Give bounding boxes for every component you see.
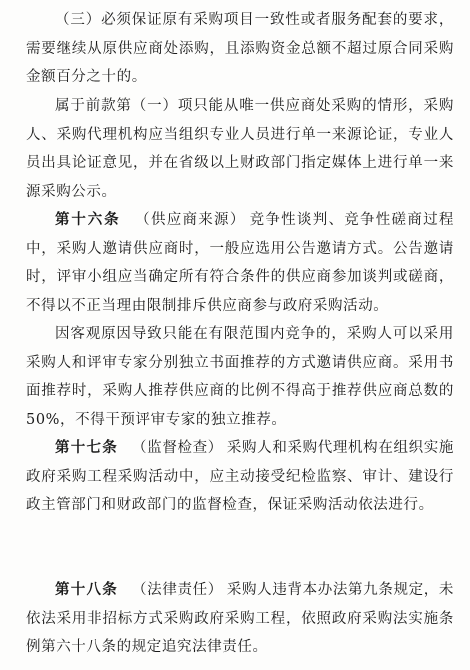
article-tag: （监督检查）	[131, 440, 223, 456]
article-18	[26, 576, 454, 662]
paragraph-text: 采购人和采购代理机构在组织实施政府采购工程采购活动中，应主动接受纪检监察、审计、建设行政主管部门和财政部门的监督检查，保证采购活动依法进行。	[26, 440, 454, 513]
article-tag: （供应商来源）	[134, 212, 246, 228]
paragraph-text: （三）必须保证原有采购项目一致性或者服务配套的要求，需要继续从原供应商处添购，且添购资金总额不超过原合同采购金额百分之十的。	[26, 12, 454, 85]
article-16	[26, 206, 454, 320]
article-17	[26, 434, 454, 520]
article-heading: 第十七条	[55, 440, 118, 456]
article-tag: （法律责任）	[131, 582, 223, 598]
paragraph-text: 属于前款第（一）项只能从唯一供应商处采购的情形，采购人、采购代理机构应当组织专业人员进行单一来源论证，专业人员出具论证意见，并在省级以上财政部门指定媒体上进行单一来源采购公示。	[26, 98, 454, 200]
paragraph-single-source-note	[26, 92, 454, 206]
article-heading: 第十六条	[55, 212, 121, 228]
paragraph-text: 竞争性谈判、竞争性磋商过程中，采购人邀请供应商时，一般应选用公告邀请方式。公告邀请时，评审小组应当确定所有符合条件的供应商参加谈判或磋商，不得以不正当理由限制排斥供应商参与政府采购活动。	[26, 212, 454, 314]
paragraph-clause-3	[26, 6, 454, 92]
paragraph-limited-range	[26, 320, 454, 434]
paragraph-text: 因客观原因导致只能在有限范围内竞争的，采购人可以采用采购人和评审专家分别独立书面推荐的方式邀请供应商。采用书面推荐时，采购人推荐供应商的比例不得高于推荐供应商总数的50%，不得干预评审专家的独立推荐。	[26, 326, 454, 428]
paragraph-text: 采购人违背本办法第九条规定，未依法采用非招标方式采购政府采购工程，依照政府采购法实施条例第六十八条的规定追究法律责任。	[26, 582, 454, 655]
article-heading: 第十八条	[55, 582, 118, 598]
